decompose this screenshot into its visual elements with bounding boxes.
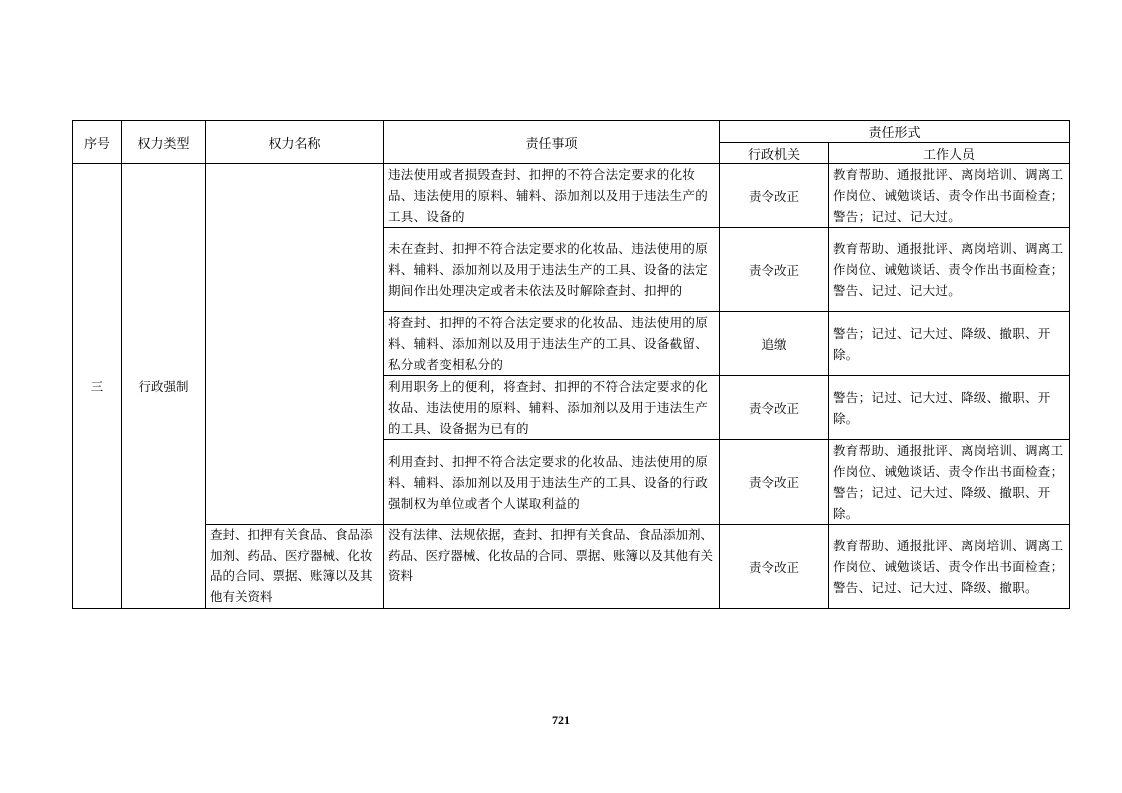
header-power-name: 权力名称 bbox=[206, 121, 384, 164]
group-seq-cell: 三 bbox=[73, 164, 122, 609]
org-form: 责令改正 bbox=[720, 164, 829, 228]
page-number: 721 bbox=[552, 713, 570, 727]
header-org: 行政机关 bbox=[720, 143, 829, 164]
group-power-type-cell: 行政强制 bbox=[122, 164, 206, 609]
responsibility-item: 利用职务上的便利，将查封、扣押的不符合法定要求的化妆品、违法使用的原料、辅料、添加剂以及用于违法生产的工具、设备据为已有的 bbox=[384, 376, 720, 440]
staff-form: 教育帮助、通报批评、离岗培训、调离工作岗位、诫勉谈话、责令作出书面检查；警告、记过、记大过。 bbox=[829, 228, 1070, 312]
table-row bbox=[73, 164, 1070, 228]
header-seq: 序号 bbox=[73, 121, 122, 164]
header-form: 责任形式 bbox=[720, 121, 1070, 143]
org-form: 责令改正 bbox=[720, 440, 829, 525]
staff-form: 警告；记过、记大过、降级、撤职、开除。 bbox=[829, 376, 1070, 440]
org-form: 追缴 bbox=[720, 312, 829, 376]
responsibility-item: 违法使用或者损毁查封、扣押的不符合法定要求的化妆品、违法使用的原料、辅料、添加剂以及用于违法生产的工具、设备的 bbox=[384, 164, 720, 228]
staff-form: 教育帮助、通报批评、离岗培训、调离工作岗位、诫勉谈话、责令作出书面检查；警告；记过、记大过、降级、撤职、开除。 bbox=[829, 440, 1070, 525]
table-row bbox=[73, 525, 1070, 609]
org-form: 责令改正 bbox=[720, 228, 829, 312]
header-responsibility: 责任事项 bbox=[384, 121, 720, 164]
header-row-1 bbox=[73, 121, 1070, 143]
org-form: 责令改正 bbox=[720, 525, 829, 609]
responsibility-item: 利用查封、扣押不符合法定要求的化妆品、违法使用的原料、辅料、添加剂以及用于违法生产的工具、设备的行政强制权为单位或者个人谋取利益的 bbox=[384, 440, 720, 525]
org-form: 责令改正 bbox=[720, 376, 829, 440]
staff-form: 警告；记过、记大过、降级、撤职、开除。 bbox=[829, 312, 1070, 376]
staff-form: 教育帮助、通报批评、离岗培训、调离工作岗位、诫勉谈话、责令作出书面检查；警告、记过、记大过、降级、撤职。 bbox=[829, 525, 1070, 609]
responsibility-item: 没有法律、法规依据，查封、扣押有关食品、食品添加剂、药品、医疗器械、化妆品的合同、票据、账簿以及其他有关资料 bbox=[384, 525, 720, 609]
staff-form: 教育帮助、通报批评、离岗培训、调离工作岗位、诫勉谈话、责令作出书面检查；警告；记过、记大过。 bbox=[829, 164, 1070, 228]
header-staff: 工作人员 bbox=[829, 143, 1070, 164]
responsibility-table bbox=[72, 120, 1070, 609]
responsibility-item: 未在查封、扣押不符合法定要求的化妆品、违法使用的原料、辅料、添加剂以及用于违法生产的工具、设备的法定期间作出处理决定或者未依法及时解除查封、扣押的 bbox=[384, 228, 720, 312]
power-name-cell: 查封、扣押有关食品、食品添加剂、药品、医疗器械、化妆品的合同、票据、账簿以及其他有关资料 bbox=[206, 525, 384, 609]
header-power-type: 权力类型 bbox=[122, 121, 206, 164]
responsibility-item: 将查封、扣押的不符合法定要求的化妆品、违法使用的原料、辅料、添加剂以及用于违法生产的工具、设备截留、私分或者变相私分的 bbox=[384, 312, 720, 376]
empty-power-name-cell bbox=[206, 164, 384, 525]
